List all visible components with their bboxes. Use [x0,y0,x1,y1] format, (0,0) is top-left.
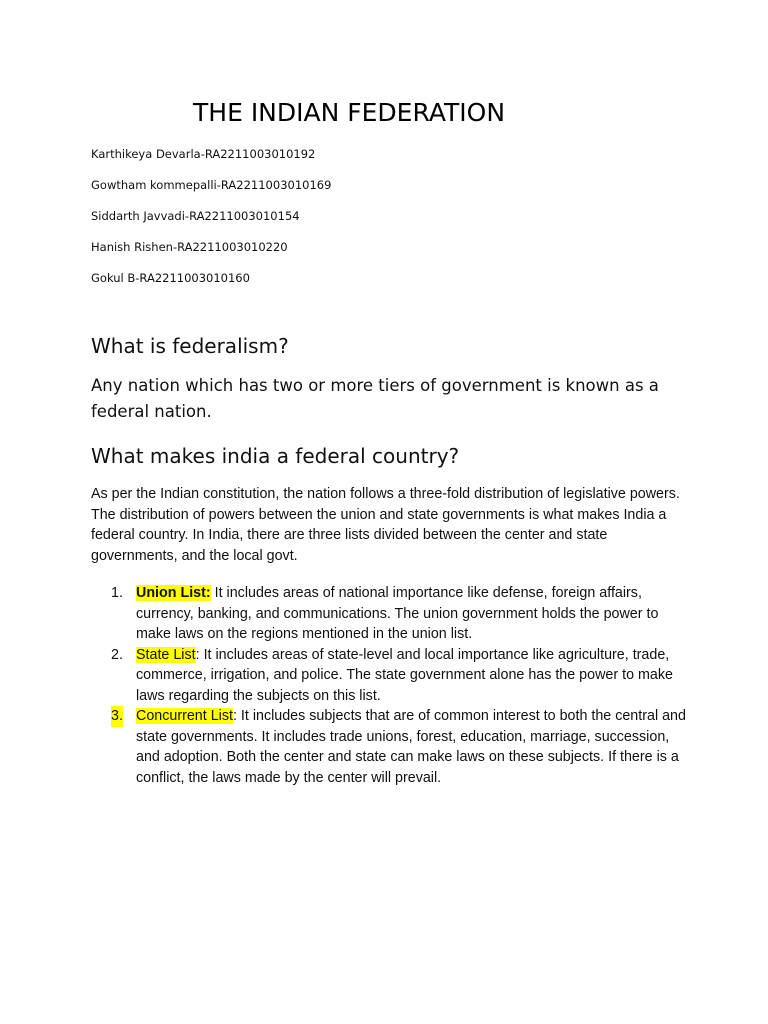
federal-intro-paragraph: As per the Indian constitution, the nation follows a three-fold distribution of legislative powers. The distribution of powers between the union and state governments is what makes India a federal country. In India, there are three lists divided between the center and state governments, and the local govt. [91,486,680,564]
list-term-highlight [136,585,211,601]
list-term: State List [136,646,196,663]
list-item-concurrent [111,706,696,788]
list-text: It includes areas of national importance like defense, foreign affairs, currency, banking, and communications. The union government holds the power to make laws on the regions mentioned in the union list. [136,585,659,642]
list-number: 1. [111,585,123,601]
list-text: It includes areas of state-level and local importance like agriculture, trade, commerce, irrigation, and police. The state government alone has the power to make laws regarding the subjects on this list. [136,646,673,704]
list-number: 3. [111,706,123,727]
list-item-state [111,645,696,707]
heading-what-is-federalism: What is federalism? [91,334,289,358]
author-item: Karthikeya Devarla-RA2211003010192 [91,147,316,161]
list-separator: : [195,646,200,663]
author-item: Hanish Rishen-RA2211003010220 [91,240,288,254]
legislative-lists [111,583,696,788]
document-title: THE INDIAN FEDERATION [193,98,506,127]
list-separator: : [205,585,211,601]
list-number: 2. [111,646,123,663]
list-term: Union List [136,585,206,601]
heading-india-federal: What makes india a federal country? [91,444,460,468]
author-list [91,146,331,301]
author-item: Gokul B-RA2211003010160 [91,271,250,285]
author-item: Siddarth Javvadi-RA2211003010154 [91,209,300,223]
list-separator: : [232,708,237,724]
list-term: Concurrent List [136,708,233,724]
list-text: It includes subjects that are of common interest to both the central and state governments. It includes trade unions, forest, education, marriage, succession, and adoption. Both the center and state can make laws on these subjects. If there is a conflict, the laws made by the center will prevail. [136,708,686,786]
federalism-definition: Any nation which has two or more tiers of government is known as a federal nation. [91,376,659,421]
list-item-union [111,583,696,645]
author-item: Gowtham kommepalli-RA2211003010169 [91,178,332,192]
